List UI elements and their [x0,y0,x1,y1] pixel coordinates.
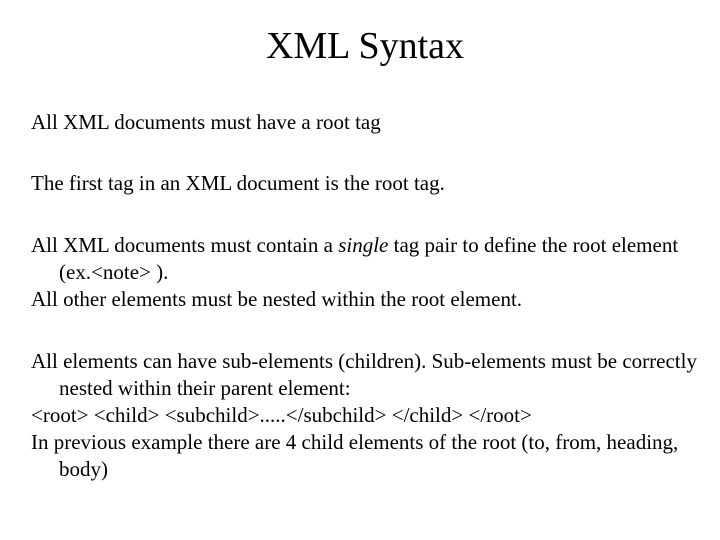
paragraph-root-tag: All XML documents must have a root tag [31,110,381,134]
spacer [31,313,706,348]
spacer [31,197,706,232]
paragraph-nested-elements: All other elements must be nested within the root element. [31,287,523,311]
paragraph-sub-elements: All elements can have sub-elements (children). Sub-elements must be correctly nested within their parent element: [31,349,697,400]
text-segment: tag pair to define the root element (ex.<note> ). [59,233,679,284]
text-segment: All XML documents must contain a [31,233,339,257]
emphasis-single: single [338,233,389,257]
paragraph-xml-example: <root> <child> <subchild>.....</subchild> </child> </root> [31,403,532,427]
spacer [31,136,706,170]
paragraph-single-tag-pair [31,232,706,286]
paragraph-first-tag: The first tag in an XML document is the root tag. [31,171,445,195]
slide-body [31,109,706,483]
slide-title: XML Syntax [265,25,465,67]
paragraph-child-elements: In previous example there are 4 child elements of the root (to, from, heading, body) [31,430,679,481]
